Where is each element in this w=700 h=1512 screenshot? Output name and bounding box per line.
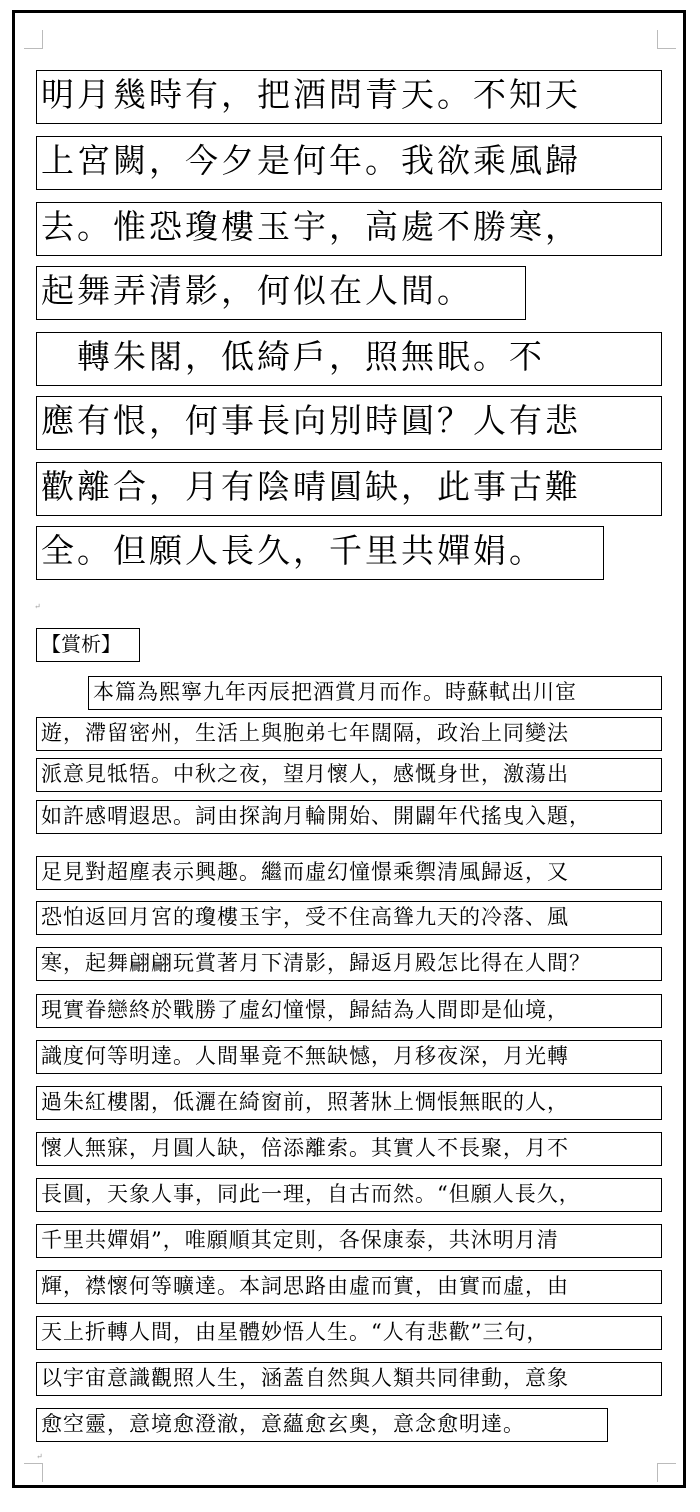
analysis-line: 長圓，天象人事，同此一理，自古而然。“但願人長久， bbox=[36, 1178, 662, 1212]
analysis-line: 派意見牴牾。中秋之夜，望月懷人，感慨身世，激蕩出 bbox=[36, 758, 662, 792]
page-corner-mark bbox=[657, 30, 676, 49]
analysis-line: 恐怕返回月宮的瓊樓玉宇，受不住高聳九天的冷落、風 bbox=[36, 901, 662, 935]
paragraph-mark: ↵ bbox=[36, 1452, 43, 1461]
poem-line: 明月幾時有，把酒問青天。不知天 bbox=[36, 70, 662, 124]
analysis-line: 懷人無寐，月圓人缺，倍添離索。其實人不長聚，月不 bbox=[36, 1132, 662, 1166]
analysis-line: 現實眷戀終於戰勝了虛幻憧憬，歸結為人間即是仙境， bbox=[36, 994, 662, 1028]
analysis-line: 愈空靈，意境愈澄澈，意蘊愈玄奧，意念愈明達。 bbox=[36, 1408, 608, 1442]
analysis-line: 寒，起舞翩翩玩賞著月下清影，歸返月殿怎比得在人間？ bbox=[36, 947, 662, 981]
paragraph-mark: ↵ bbox=[34, 602, 41, 611]
poem-line: 應有恨，何事長向別時圓？人有悲 bbox=[36, 396, 662, 450]
analysis-line: 本篇為熙寧九年丙辰把酒賞月而作。時蘇軾出川宦 bbox=[88, 676, 662, 710]
analysis-line: 以宇宙意識觀照人生，涵蓋自然與人類共同律動，意象 bbox=[36, 1362, 662, 1396]
page-corner-mark bbox=[657, 1463, 676, 1482]
analysis-line: 天上折轉人間，由星體妙悟人生。“人有悲歡”三句， bbox=[36, 1316, 662, 1350]
analysis-line: 如許感喟遐思。詞由探詢月輪開始、開闢年代搖曳入題， bbox=[36, 800, 662, 834]
poem-line: 起舞弄清影，何似在人間。 bbox=[36, 266, 526, 320]
analysis-line: 千里共嬋娟”，唯願順其定則，各保康泰，共沐明月清 bbox=[36, 1224, 662, 1258]
page-corner-mark bbox=[24, 1463, 43, 1482]
poem-line: 上宮闕，今夕是何年。我欲乘風歸 bbox=[36, 136, 662, 190]
analysis-line: 識度何等明達。人間畢竟不無缺憾，月移夜深，月光轉 bbox=[36, 1040, 662, 1074]
analysis-heading: 【賞析】 bbox=[36, 628, 140, 662]
analysis-line: 過朱紅樓閣，低灑在綺窗前，照著牀上惆悵無眠的人， bbox=[36, 1086, 662, 1120]
poem-line: 去。惟恐瓊樓玉宇，高處不勝寒， bbox=[36, 202, 662, 256]
page-corner-mark bbox=[24, 30, 43, 49]
analysis-line: 足見對超塵表示興趣。繼而虛幻憧憬乘禦清風歸返，又 bbox=[36, 856, 662, 890]
poem-line: 轉朱閣，低綺戶，照無眠。不 bbox=[36, 332, 662, 386]
poem-line: 歡離合，月有陰晴圓缺，此事古難 bbox=[36, 462, 662, 516]
analysis-line: 輝，襟懷何等曠達。本詞思路由虛而實，由實而虛，由 bbox=[36, 1270, 662, 1304]
analysis-line: 遊，滯留密州，生活上與胞弟七年闊隔，政治上同變法 bbox=[36, 717, 662, 751]
poem-line: 全。但願人長久，千里共嬋娟。 bbox=[36, 526, 604, 580]
